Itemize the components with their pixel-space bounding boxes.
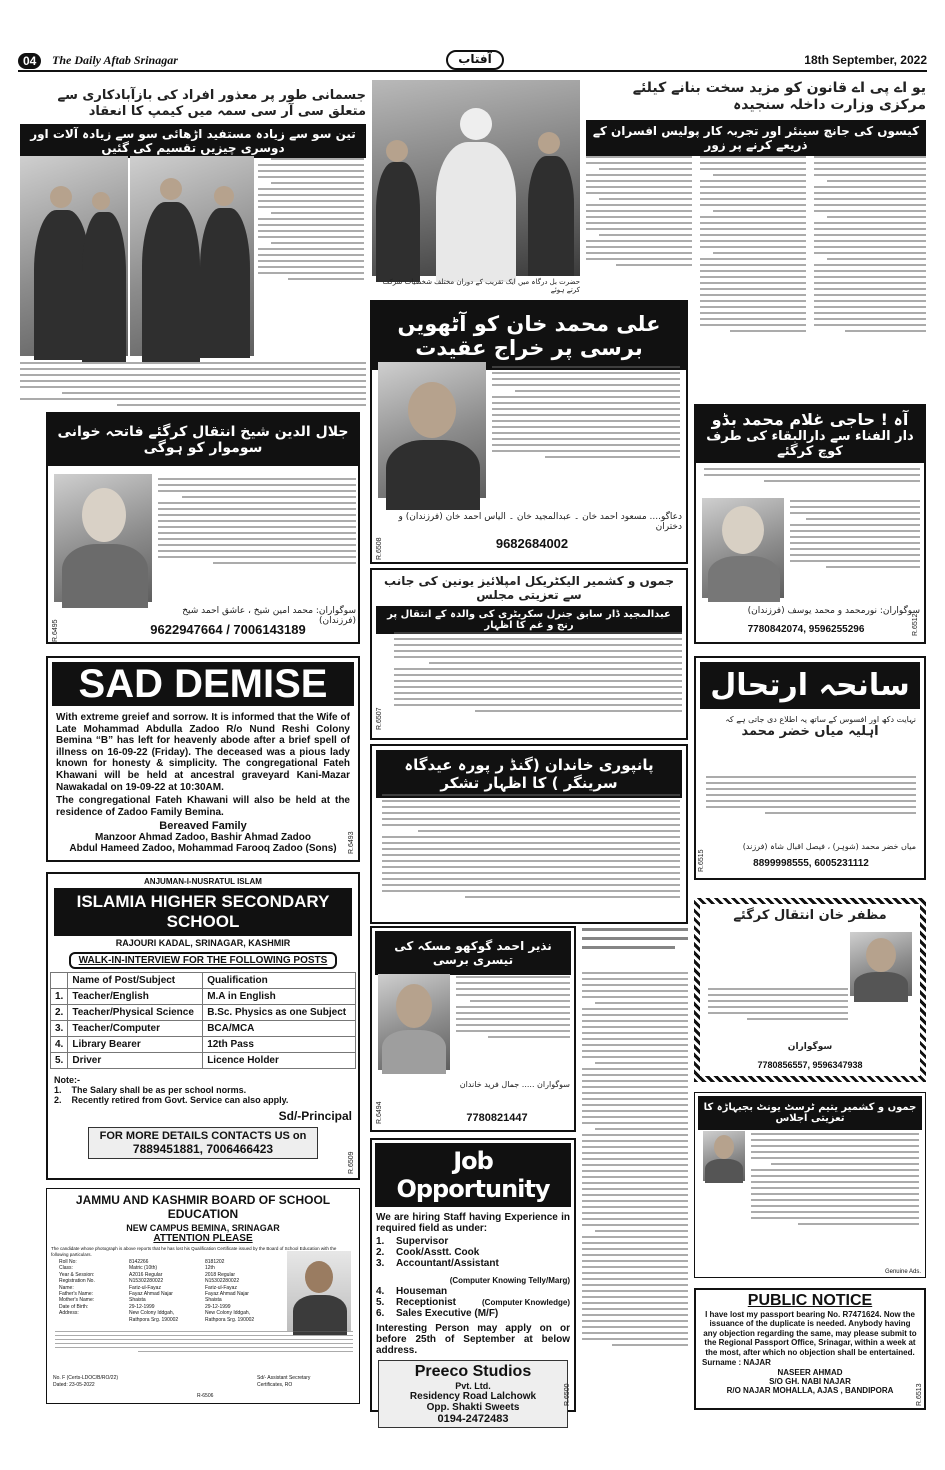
job-item-number: 4. (376, 1286, 385, 1297)
school-posts-table (50, 972, 356, 1069)
saniha-mourners: میاں خضر محمد (شوہر) ، فیصل اقبال شاہ (فرزند) (742, 842, 916, 851)
table-row (51, 1005, 356, 1021)
row-post: Driver (68, 1053, 203, 1069)
haji-headline-2: دار الفناء سے دارالبقاء کی طرف کوچ کرگئے (706, 429, 914, 459)
table-row (51, 989, 356, 1005)
camp-headline: جسمانی طور پر معذور افراد کی بازآبادکاری سے متعلق سی آر سی سمہ میں کیمپ کا انعقاد (57, 88, 366, 119)
board-field-label: Date of Birth: (59, 1303, 89, 1310)
row-post: Library Bearer (68, 1037, 203, 1053)
school-contact-phone: 7889451881, 7006466423 (132, 1142, 274, 1156)
nazir-mourners: سوگواران ..... جمال فرید خاندان (459, 1080, 570, 1089)
job-item-text: Houseman (396, 1286, 448, 1297)
job-apply: Interesting Person may apply on or before 25th of September at below address. (376, 1323, 570, 1356)
ad-panpuri (370, 744, 688, 924)
notice-address: R/O NAJAR MOHALLA, AJAS , BANDIPORA (726, 1386, 894, 1396)
job-item-number: 3. (376, 1258, 385, 1269)
job-title: Job Opportunity (375, 1143, 571, 1207)
jalal-code: R.6495 (52, 619, 59, 642)
board-field-value-a: N15302280022 (129, 1278, 164, 1285)
nazir-code: R.6494 (376, 1101, 383, 1124)
trust-text (751, 1133, 919, 1263)
board-fine-print (55, 1331, 353, 1365)
story-camp (20, 88, 366, 408)
row-number: 5. (51, 1053, 68, 1069)
job-intro: We are hiring Staff having Experience in required field as under: (376, 1212, 570, 1234)
job-item-number: 2. (376, 1247, 385, 1258)
ali-text (492, 366, 680, 496)
saniha-text (706, 776, 916, 836)
board-field-value-b: Shaista (205, 1297, 222, 1304)
haji-code: R.6512 (912, 613, 919, 636)
muzaffar-mourners: سوگواران (787, 1042, 833, 1052)
board-footer-1: No. F (Certs-LDOC/B/RO/22) (53, 1375, 119, 1381)
notice-father: S/O GH. NABI NAJAR (769, 1377, 851, 1387)
row-qualification: BCA/MCA (203, 1021, 356, 1037)
board-field-value-b: 8181202 (205, 1259, 225, 1265)
bereaved-family-title: Bereaved Family (159, 820, 247, 833)
muzaffar-headline: مظفر خان انتقال کرگئے (733, 908, 887, 923)
table-row (51, 1021, 356, 1037)
list-item (376, 1258, 570, 1286)
school-name: ISLAMIA HIGHER SECONDARY SCHOOL (54, 888, 352, 936)
board-field-value-a: New Colony Iddgah, (129, 1310, 175, 1317)
row-number: 4. (51, 1037, 68, 1053)
board-field-value-b: 29-12-1999 (205, 1303, 231, 1310)
ad-board (46, 1188, 360, 1404)
haji-header (696, 406, 924, 463)
board-title: JAMMU AND KASHMIR BOARD OF SCHOOL EDUCATION (75, 1193, 331, 1221)
notice-title: PUBLIC NOTICE (747, 1292, 873, 1309)
panpuri-text (382, 794, 680, 920)
saniha-code: R.6515 (698, 849, 705, 872)
camp-text-col (258, 158, 364, 354)
bereaved-family-1: Manzoor Ahmad Zadoo, Bashir Ahmad Zadoo (95, 832, 311, 844)
elec-text (394, 632, 682, 736)
urdu-col-text (582, 972, 688, 1402)
board-field-value-a: A2016 Regular (129, 1271, 163, 1278)
haji-mourners: سوگواران: نورمحمد و محمد یوسف (فرزندان) (747, 606, 920, 616)
elec-headline-1: جموں و کشمیر الیکٹریکل امپلائیز یونین کی جانب سے تعزیتی مجلس (384, 574, 674, 602)
board-field-label: Registration No. (59, 1278, 95, 1285)
note-number: 2. (54, 1095, 62, 1105)
board-field-label: Address: (59, 1310, 79, 1317)
school-walk-in: WALK-IN-INTERVIEW FOR THE FOLLOWING POSTS (69, 952, 337, 969)
camp-photo-2 (130, 156, 254, 356)
ad-sad-demise (46, 656, 360, 862)
board-field-label: Roll No: (59, 1259, 77, 1265)
job-item-text: Sales Executive (M/F) (396, 1308, 499, 1319)
sad-demise-body-2: The congregational Fateh Khawani will also be held at the residence of Zadoo Family Bemina. (56, 795, 350, 818)
school-contact-title: FOR MORE DETAILS CONTACTS US on (99, 1130, 307, 1142)
nazir-headline: نذیر احمد گوکھو مسکہ کی تیسری برسی (375, 931, 571, 975)
list-item (376, 1308, 570, 1319)
school-address: RAJOURI KADAL, SRINAGAR, KASHMIR (115, 938, 291, 948)
board-field-value-a: Fayaz Ahmad Najar (129, 1291, 173, 1298)
bereaved-family-2: Abdul Hameed Zadoo, Mohammad Farooq Zadoo (Sons) (69, 843, 337, 855)
trust-headline: جموں و کشمیر یتیم ٹرسٹ یونٹ بجبہاڑہ کا تعزیتی اجلاس (698, 1096, 922, 1130)
row-qualification: M.A in English (203, 989, 356, 1005)
saniha-line-2: اہلیہ میاں خضر محمد (741, 724, 879, 739)
note-item (54, 1085, 358, 1095)
genuine-ads: Genuine Ads. (884, 1269, 921, 1275)
haji-intro (704, 468, 920, 494)
ad-electrical (370, 568, 688, 740)
saniha-phone: 8899998555, 6005231112 (753, 858, 869, 869)
school-note-title: Note:- (54, 1075, 80, 1085)
nazir-text (456, 976, 570, 1070)
row-post: Teacher/Physical Science (68, 1005, 203, 1021)
ali-headline: علی محمد خان کو آٹھویں برسی پر خراج عقیدت (372, 302, 686, 370)
note-item (54, 1095, 358, 1105)
school-sign: Sd/-Principal (278, 1109, 352, 1123)
board-field-value-b: N15302280022 (205, 1278, 240, 1285)
row-number: 2. (51, 1005, 68, 1021)
jalal-mourners: سوگواران: محمد امین شیخ ، عاشق احمد شیخ (فرزندان) (182, 606, 356, 626)
job-address-1: Residency Road Lalchowk (409, 1391, 537, 1402)
job-item-note: (Computer Knowing Telly/Marg) (449, 1276, 570, 1285)
panpuri-headline: پانپوری خاندان (گنڈ ر پورہ عیدگاہ سرینگر ) کا اظہار تشکر (376, 750, 682, 798)
row-qualification: 12th Pass (203, 1037, 356, 1053)
haji-text (790, 500, 920, 596)
job-item-number: 5. (376, 1297, 385, 1308)
paper-name: The Daily Aftab Srinagar (52, 53, 178, 67)
job-company-box (378, 1360, 568, 1428)
board-field-value-b: Rathpora Srg. 190002 (205, 1316, 255, 1323)
board-code: R-6506 (197, 1393, 214, 1399)
board-candidate-photo (287, 1251, 351, 1331)
board-field-value-a: 8142266 (129, 1259, 149, 1265)
school-org: ANJUMAN-I-NUSRATUL ISLAM (144, 877, 262, 886)
board-field-value-b: Fayaz Ahmad Najar (205, 1291, 249, 1298)
row-number: 3. (51, 1021, 68, 1037)
board-field-value-a: Rathpora Srg. 190002 (129, 1316, 179, 1323)
board-field-value-b: Fariz-ul-Fayaz (205, 1284, 237, 1291)
ad-saniha (694, 656, 926, 880)
job-company: Preeco Studios (414, 1363, 532, 1380)
board-field-value-a: 29-12-1999 (129, 1303, 155, 1310)
table-header-post: Name of Post/Subject (68, 973, 203, 989)
issue-date: 18th September, 2022 (804, 53, 927, 67)
board-field-value-b: 12th (205, 1265, 215, 1272)
list-item (376, 1297, 570, 1308)
ad-jalaluddin (46, 412, 360, 644)
uapa-col-2 (700, 156, 806, 400)
jalal-photo (54, 474, 152, 602)
board-footer-2: Dated: 23-05-2022 (53, 1382, 95, 1388)
board-campus: NEW CAMPUS BEMINA, SRINAGAR (126, 1223, 280, 1233)
camp-subheadline: تین سو سے زیادہ مستفید اڑھائی سو سے زیادہ آلات اور دوسری چیزیں تقسیم کی گئیں (20, 124, 366, 158)
nazir-phone: 7780821447 (466, 1112, 528, 1124)
board-field-value-b: New Colony Iddgah, (205, 1310, 251, 1317)
table-row (51, 1037, 356, 1053)
board-field-value-a: Matric (10th) (129, 1265, 158, 1272)
row-post: Teacher/English (68, 989, 203, 1005)
job-ltd: Pvt. Ltd. (455, 1381, 491, 1391)
job-item-number: 1. (376, 1236, 385, 1247)
board-field-label: Class: (59, 1265, 73, 1272)
muzaffar-text (708, 988, 848, 1038)
urdu-col-headline (582, 928, 688, 949)
ad-nazir (370, 926, 576, 1132)
note-text: Recently retired from Govt. Service can also apply. (71, 1095, 289, 1105)
nazir-photo (378, 974, 450, 1070)
page-number: 04 (18, 53, 41, 69)
muzaffar-photo (850, 932, 912, 996)
saniha-line-1: نہایت دکھ اور افسوس کے ساتھ یہ اطلاع دی جاتی ہے کہ (725, 715, 916, 724)
table-header-qual: Qualification (203, 973, 356, 989)
board-intro: The candidate whose photograph is above reports that he has lost his Qualification Certificate issued by the Board of School Education with the following particulars. (51, 1246, 337, 1257)
uapa-col-3 (814, 156, 926, 400)
ad-trust (694, 1092, 926, 1278)
ad-haji-ghulam (694, 404, 926, 644)
table-header-no (51, 973, 68, 989)
notice-name: NASEER AHMAD (777, 1368, 843, 1378)
job-item-note: (Computer Knowledge) (482, 1298, 570, 1307)
notice-code: R.6513 (916, 1383, 923, 1406)
job-address-2: Opp. Shakti Sweets (426, 1402, 520, 1413)
jalal-headline: جلال الدین شیخ انتقال کرگئے فاتحہ خوانی سوموار کو ہوگی (48, 414, 358, 466)
trust-photo (703, 1131, 745, 1181)
board-field-value-b: 2018 Regular (205, 1271, 236, 1278)
sad-demise-body: With extreme greief and sorrow. It is informed that the Wife of Late Mohammad Abdulla Zadoo R/o Nund Reshi Colony Bemina “B” has left for heavenly abode after a brief spell of illness on 16-09-22 (Friday). The deceased was a pious lady known for honesty & simplicity. The congregational Fateh Khawani will be held at ancestral graveyard Kani-Mazar Nawakadal on 19-09-22 at 10:30AM. (56, 712, 350, 793)
uapa-subheadline: کیسوں کی جانچ سینئر اور تجربہ کار پولیس افسران کے ذریعے کرنے پر زور (586, 120, 926, 156)
board-field-label: Name: (59, 1284, 74, 1291)
board-field-label: Year & Session: (59, 1271, 95, 1278)
ali-code: R.6508 (376, 537, 383, 560)
muzaffar-phone: 7780856557, 9596347938 (757, 1060, 863, 1070)
jalal-text (158, 478, 356, 600)
ad-school (46, 872, 360, 1180)
list-item (376, 1236, 570, 1247)
note-number: 1. (54, 1085, 62, 1095)
saniha-title: سانحہ ارتحال (700, 662, 920, 709)
board-footer-4: Certificates, RO (257, 1382, 293, 1388)
masthead-logo: آفتاب (446, 50, 504, 70)
row-number: 1. (51, 989, 68, 1005)
job-item-text: Receptionist (396, 1297, 457, 1308)
board-field-row (59, 1317, 279, 1323)
job-item-number: 6. (376, 1308, 385, 1319)
ad-muzaffar (694, 898, 926, 1082)
list-item (376, 1247, 570, 1258)
camp-text-bottom (20, 362, 366, 408)
board-footer-right (257, 1375, 310, 1389)
ali-photo (378, 362, 486, 498)
school-contact-box (88, 1127, 318, 1159)
job-item-text: Cook/Asstt. Cook (396, 1247, 480, 1258)
board-field-label: Mother's Name: (59, 1297, 95, 1304)
job-phone: 0194-2472483 (437, 1413, 509, 1425)
haji-phone: 7780842074, 9596255296 (747, 624, 865, 635)
shrine-photo (372, 80, 580, 276)
sad-demise-title: SAD DEMISE (52, 662, 354, 706)
story-urdu-column (582, 928, 688, 1406)
ad-ali-mohammad (370, 300, 688, 564)
board-attention: ATTENTION PLEASE (153, 1233, 253, 1244)
haji-photo (702, 498, 784, 598)
note-text: The Salary shall be as per school norms. (71, 1085, 247, 1095)
notice-body: I have lost my passport bearing No. R7471624. Now the issuance of the duplicate is needed. Anybody having any objection regarding the same, may please submit to the Regional Passport Office, Srinagar, within a week at the most, after which no objection shall be entertained. (703, 1310, 917, 1357)
board-field-value-a: Shaista (129, 1297, 146, 1304)
sad-demise-code: R.6493 (348, 831, 355, 854)
ali-mourners: دعاگو.... مسعود احمد خان ۔ عبدالمجید خان ۔ الیاس احمد خان (فرزندان) و دختران (398, 512, 682, 532)
shrine-caption: حضرت بل درگاہ میں ایک تقریب کے دوران مختلف شخصیات شرکت کرتے ہوئے (382, 278, 580, 294)
row-post: Teacher/Computer (68, 1021, 203, 1037)
board-footer-3: Sd/- Assistant Secretary (257, 1375, 311, 1381)
job-item-text: Supervisor (396, 1236, 449, 1247)
page-header (18, 52, 927, 72)
board-footer-left (53, 1375, 118, 1389)
uapa-headline: یو اے پی اے قانون کو مزید سخت بنانے کیلئے مرکزی وزارت داخلہ سنجیدہ (632, 80, 926, 113)
haji-headline-1: آہ ! حاجی غلام محمد بڈو (711, 410, 909, 429)
camp-photo (20, 156, 128, 356)
row-qualification: B.Sc. Physics as one Subject (203, 1005, 356, 1021)
job-item-text: Accountant/Assistant (396, 1258, 499, 1269)
ad-job (370, 1138, 576, 1425)
board-field-value-a: Fariz-ul-Fayaz (129, 1284, 161, 1291)
jalal-phone: 9622947664 / 7006143189 (150, 622, 306, 637)
board-field-label: Father's Name: (59, 1291, 94, 1298)
elec-headline-2: عبدالمجید ڈار سابق جنرل سکریٹری کی والدہ کے انتقال پر رنج و غم کا اظہار (376, 606, 682, 634)
ali-phone: 9682684002 (495, 536, 569, 551)
row-qualification: Licence Holder (203, 1053, 356, 1069)
list-item (376, 1286, 570, 1297)
job-code: R.6500 (564, 1383, 571, 1406)
board-field-label (59, 1317, 129, 1323)
table-row (51, 1053, 356, 1069)
notice-surname: Surname : NAJAR (702, 1358, 771, 1368)
ad-public-notice (694, 1288, 926, 1410)
elec-code: R.6507 (376, 707, 383, 730)
school-code: R.6509 (348, 1151, 355, 1174)
